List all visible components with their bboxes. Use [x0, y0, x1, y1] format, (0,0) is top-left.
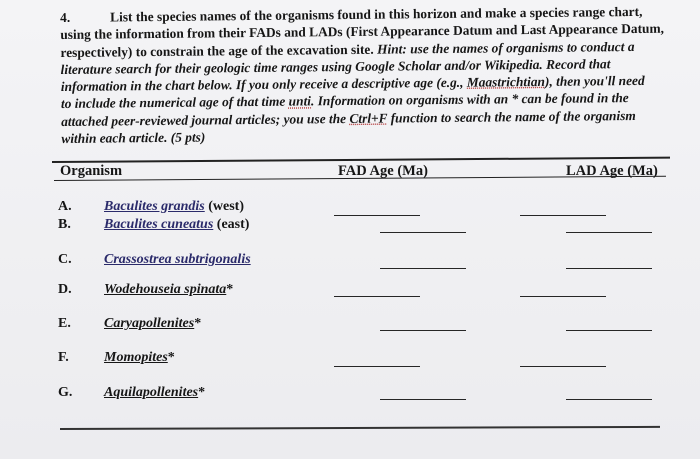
- organism-name: Aquilapollenites*: [104, 385, 206, 400]
- prompt-line-5: information in the chart below. If you only receive a descriptive age (e.g., Maastrichtian), then you'll need: [60, 73, 645, 95]
- example-stage: Maastrichtian: [466, 74, 546, 90]
- lad-answer-line[interactable]: [566, 330, 652, 331]
- organism-name: Crassostrea subtrigonalis: [104, 252, 251, 267]
- row-letter: A.: [58, 199, 72, 214]
- fad-answer-line[interactable]: [380, 268, 466, 269]
- fad-answer-line[interactable]: [380, 232, 466, 233]
- organism-name: Baculites grandis (west): [104, 199, 245, 214]
- row-letter: G.: [58, 385, 73, 400]
- organism-name: Momopites*: [104, 350, 175, 365]
- shortcut-text: Ctrl+F: [349, 110, 388, 126]
- prompt-line-6: to include the numerical age of that time unti. Information on organisms with an * can be found in the: [60, 90, 629, 112]
- row-letter: E.: [58, 316, 71, 331]
- prompt-line-1: 4. List the species names of the organisms found in this horizon and make a species range chart,: [60, 3, 643, 25]
- organism-name: Baculites cuneatus (east): [104, 217, 250, 232]
- fad-answer-line[interactable]: [334, 215, 420, 216]
- fad-answer-line[interactable]: [380, 399, 466, 400]
- lad-answer-line[interactable]: [566, 399, 652, 400]
- row-letter: B.: [58, 217, 71, 232]
- lad-answer-line[interactable]: [520, 366, 606, 367]
- typo-word: unti: [288, 93, 312, 110]
- header-lad-age: LAD Age (Ma): [566, 163, 658, 179]
- question-number: 4.: [60, 9, 71, 25]
- lad-answer-line[interactable]: [566, 232, 652, 233]
- lad-answer-line[interactable]: [520, 215, 606, 216]
- prompt-line-4: literature search for their geologic time ranges using Google Scholar and/or Wikipedia. Record that: [60, 56, 611, 77]
- lad-answer-line[interactable]: [566, 268, 652, 269]
- fad-answer-line[interactable]: [380, 330, 466, 331]
- hint-label: Hint:: [376, 40, 407, 57]
- header-organism: Organism: [60, 163, 123, 179]
- prompt-line-2: using the information from their FADs and LADs (First Appearance Datum and Last Appearance Datum,: [60, 20, 665, 43]
- header-fad-age: FAD Age (Ma): [338, 163, 428, 179]
- prompt-line-7: attached peer-reviewed journal articles; you use the Ctrl+F function to search the name of the organism: [61, 107, 636, 129]
- row-letter: F.: [58, 350, 69, 365]
- prompt-line-8: within each article. (5 pts): [61, 129, 206, 147]
- table-bottom-rule: [60, 426, 660, 430]
- organism-name: Wodehouseia spinata*: [104, 282, 234, 297]
- row-letter: C.: [58, 252, 72, 267]
- fad-answer-line[interactable]: [334, 296, 420, 297]
- row-letter: D.: [58, 282, 72, 297]
- question-prompt: [60, 3, 671, 148]
- lad-answer-line[interactable]: [520, 296, 606, 297]
- fad-answer-line[interactable]: [334, 366, 420, 367]
- organism-name: Caryapollenites*: [104, 316, 202, 331]
- prompt-line-3: respectively) to constrain the age of the excavation site. Hint: use the names of organisms to conduct a: [60, 38, 635, 60]
